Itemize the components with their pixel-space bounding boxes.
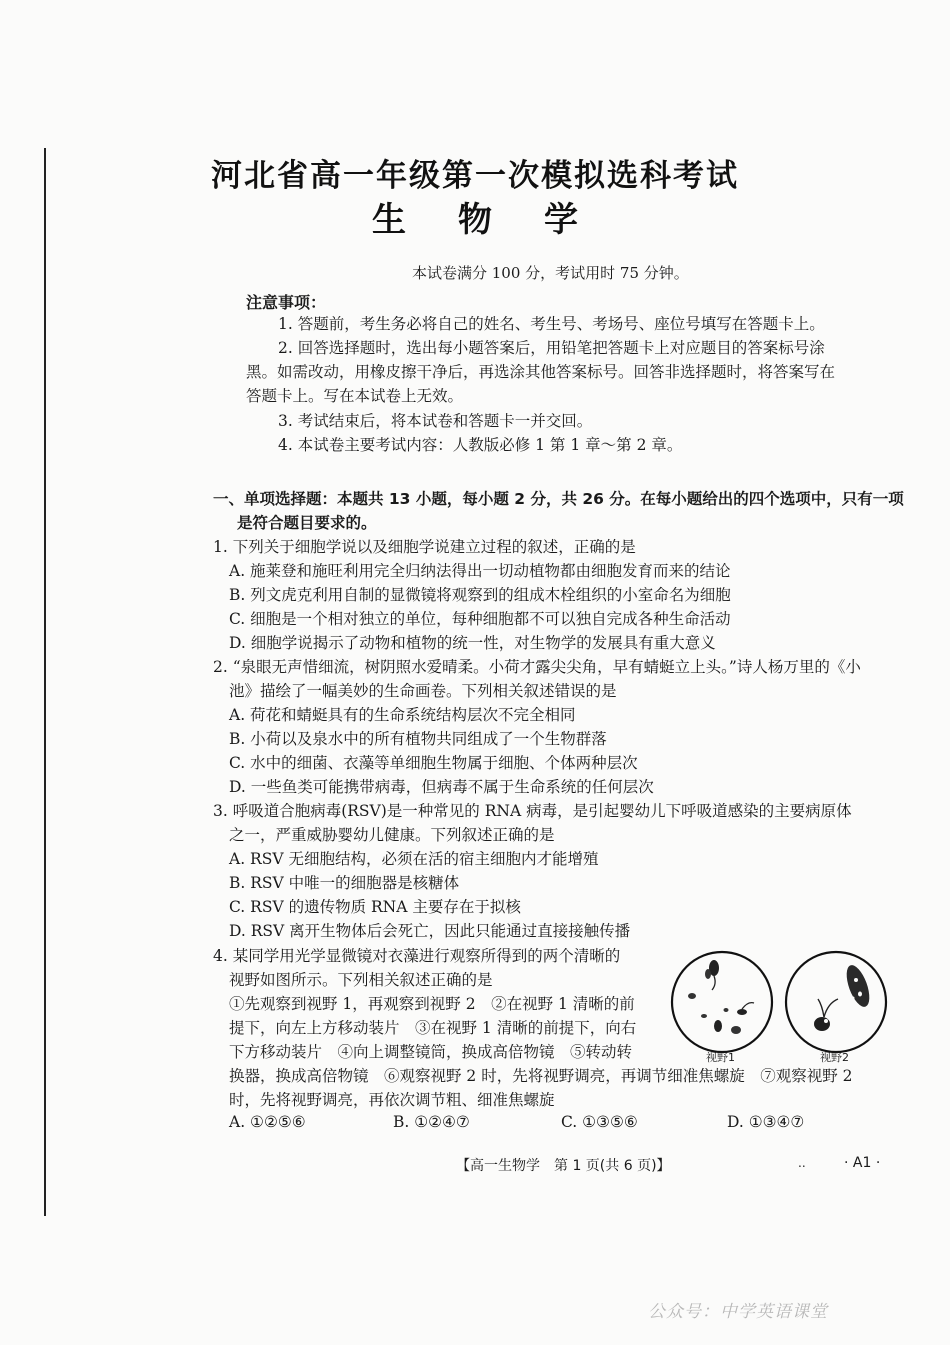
subject-title: 生物学 — [372, 200, 630, 240]
notice-line: 3. 考试结束后，将本试卷和答题卡一并交回。 — [278, 412, 593, 430]
option-d: D. RSV 离开生物体后会死亡，因此只能通过直接接触传播 — [229, 922, 631, 940]
option-d: D. 一些鱼类可能携带病毒，但病毒不属于生命系统的任何层次 — [229, 778, 654, 796]
exam-meta: 本试卷满分 100 分，考试用时 75 分钟。 — [412, 264, 689, 282]
notice-line: 2. 回答选择题时，选出每小题答案后，用铅笔把答题卡上对应题目的答案标号涂 — [278, 339, 825, 357]
notice-line: 答题卡上。写在本试卷上无效。 — [246, 387, 464, 405]
microscope-figure — [670, 946, 890, 1066]
option-b: B. RSV 中唯一的细胞器是核糖体 — [229, 874, 460, 892]
exam-title: 河北省高一年级第一次模拟选科考试 — [211, 158, 739, 194]
question-stem: 换器，换成高倍物镜 ⑥观察视野 2 时，先将视野调亮，再调节细准焦螺旋 ⑦观察视野 2 — [229, 1067, 853, 1085]
notice-line: 4. 本试卷主要考试内容：人教版必修 1 第 1 章～第 2 章。 — [278, 436, 683, 454]
view-2-label: 视野2 — [820, 1051, 849, 1064]
option-b: B. 列文虎克利用自制的显微镜将观察到的组成木栓组织的小室命名为细胞 — [229, 586, 731, 604]
paper-code: · A1 · — [844, 1155, 881, 1171]
notice-line: 1. 答题前，考生务必将自己的姓名、考生号、考场号、座位号填写在答题卡上。 — [278, 315, 825, 333]
microscope-views-svg — [670, 946, 890, 1066]
question-stem: 下方移动装片 ④向上调整镜筒，换成高倍物镜 ⑤转动转 — [229, 1043, 633, 1061]
option-a: A. ①②⑤⑥ — [229, 1113, 306, 1131]
option-c: C. 水中的细菌、衣藻等单细胞生物属于细胞、个体两种层次 — [229, 754, 638, 772]
notice-line: 黑。如需改动，用橡皮擦干净后，再选涂其他答案标号。回答非选择题时，将答案写在 — [246, 363, 836, 381]
watermark: 公众号：中学英语课堂 — [648, 1302, 828, 1322]
question-stem: 提下，向左上方移动装片 ③在视野 1 清晰的前提下，向右 — [229, 1019, 637, 1037]
option-c: C. RSV 的遗传物质 RNA 主要存在于拟核 — [229, 898, 521, 916]
question-stem: 2. “泉眼无声惜细流，树阴照水爱晴柔。小荷才露尖尖角，早有蜻蜓立上头。”诗人杨万里的《小 — [213, 658, 861, 676]
notice-heading: 注意事项： — [246, 293, 327, 312]
page-footer: 【高一生物学 第 1 页(共 6 页)】 — [456, 1158, 671, 1174]
question-stem: 视野如图所示。下列相关叙述正确的是 — [229, 971, 493, 989]
question-stem: 之一，严重威胁婴幼儿健康。下列叙述正确的是 — [229, 826, 555, 844]
view-1 — [672, 952, 772, 1052]
option-b: B. ①②④⑦ — [393, 1113, 470, 1131]
view-1-label: 视野1 — [706, 1051, 735, 1064]
question-stem: 1. 下列关于细胞学说以及细胞学说建立过程的叙述，正确的是 — [213, 538, 636, 556]
option-c: C. 细胞是一个相对独立的单位，每种细胞都不可以独自完成各种生命活动 — [229, 610, 731, 628]
section-heading: 一、单项选择题：本题共 13 小题，每小题 2 分，共 26 分。在每小题给出的四个选项中，只有一项 — [213, 490, 904, 508]
view-2 — [786, 952, 886, 1052]
option-d: D. ①③④⑦ — [727, 1113, 805, 1131]
binding-line — [44, 148, 46, 1216]
option-a: A. RSV 无细胞结构，必须在活的宿主细胞内才能增殖 — [229, 850, 599, 868]
footer-dots: .. — [798, 1156, 806, 1170]
question-stem: 4. 某同学用光学显微镜对衣藻进行观察所得到的两个清晰的 — [213, 947, 621, 965]
question-stem: 时，先将视野调亮，再依次调节粗、细准焦螺旋 — [229, 1091, 555, 1109]
option-a: A. 荷花和蜻蜓具有的生命系统结构层次不完全相同 — [229, 706, 576, 724]
option-b: B. 小荷以及泉水中的所有植物共同组成了一个生物群落 — [229, 730, 607, 748]
question-stem: 池》描绘了一幅美妙的生命画卷。下列相关叙述错误的是 — [229, 682, 617, 700]
option-c: C. ①③⑤⑥ — [561, 1113, 638, 1131]
question-stem: ①先观察到视野 1，再观察到视野 2 ②在视野 1 清晰的前 — [229, 995, 635, 1013]
section-heading: 是符合题目要求的。 — [237, 514, 377, 532]
option-d: D. 细胞学说揭示了动物和植物的统一性，对生物学的发展具有重大意义 — [229, 634, 716, 652]
option-a: A. 施莱登和施旺利用完全归纳法得出一切动植物都由细胞发育而来的结论 — [229, 562, 731, 580]
question-stem: 3. 呼吸道合胞病毒(RSV)是一种常见的 RNA 病毒，是引起婴幼儿下呼吸道感染的主要病原体 — [213, 802, 852, 820]
